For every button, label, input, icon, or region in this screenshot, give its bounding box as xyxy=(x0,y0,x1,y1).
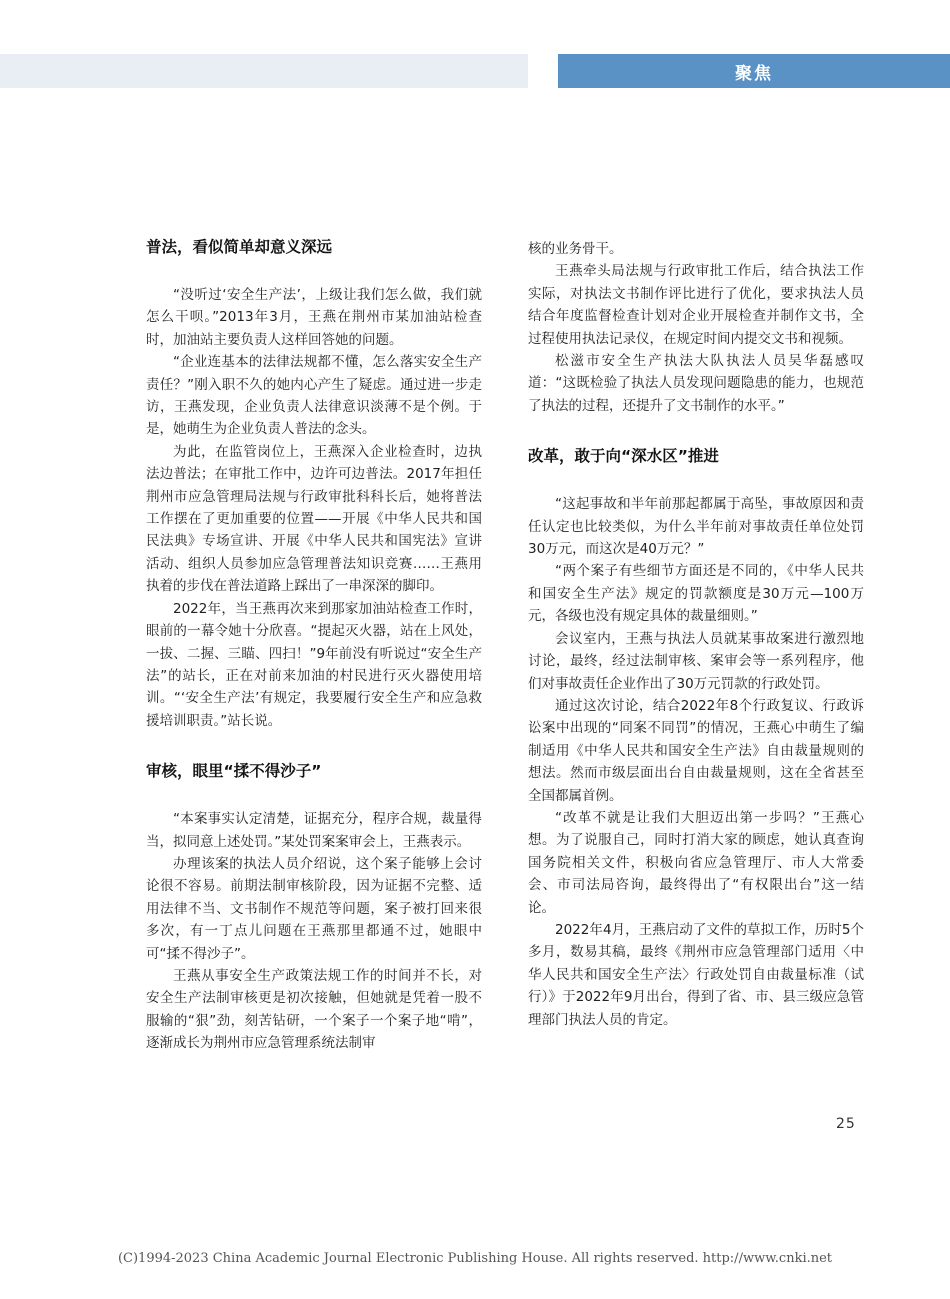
page-number: 25 xyxy=(836,1116,856,1132)
paragraph: 通过这次讨论，结合2022年8个行政复议、行政诉讼案中出现的“同案不同罚”的情况，王燕心中萌生了编制适用《中华人民共和国安全生产法》自由裁量规则的想法。然而市级层面出台自由裁量规则，这在全省甚至全国都属首例。 xyxy=(528,697,864,804)
section-title-shenhe: 审核，眼里“揉不得沙子” xyxy=(146,762,322,781)
header-band-left xyxy=(0,54,528,88)
paragraph: “两个案子有些细节方面还是不同的，《中华人民共和国安全生产法》规定的罚款额度是30万元—100万元，各级也没有规定具体的裁量细则。” xyxy=(528,563,864,625)
paragraph: 王燕从事安全生产政策法规工作的时间并不长，对安全生产法制审核更是初次接触，但她就是凭着一股不服输的“狠”劲，刻苦钻研，一个案子一个案子地“啃”，逐渐成长为荆州市应急管理系统法制审 xyxy=(146,967,482,1052)
paragraph: 松滋市安全生产执法大队执法人员吴华磊感叹道：“这既检验了执法人员发现问题隐患的能力，也规范了执法的过程，还提升了文书制作的水平。” xyxy=(528,353,864,414)
section-title-gaige: 改革，敢于向“深水区”推进 xyxy=(528,447,719,466)
copyright-footer: (C)1994-2023 China Academic Journal Electronic Publishing House. All rights reserved. http://www.cnki.net xyxy=(117,1251,833,1266)
paragraph: “企业连基本的法律法规都不懂，怎么落实安全生产责任？”刚入职不久的她内心产生了疑虑。通过进一步走访，王燕发现，企业负责人法律意识淡薄不是个例。于是，她萌生为企业负责人普法的念头。 xyxy=(146,354,482,438)
paragraph: “本案事实认定清楚，证据充分，程序合规，裁量得当，拟同意上述处罚。”某处罚案案审会上，王燕表示。 xyxy=(146,811,482,850)
left-column xyxy=(146,236,482,1055)
paragraph: 为此，在监管岗位上，王燕深入企业检查时，边执法边普法；在审批工作中，边许可边普法。2017年担任荆州市应急管理局法规与行政审批科科长后，她将普法工作摆在了更加重要的位置——开展《中华人民共和国民法典》专场宣讲、开展《中华人民共和国宪法》宣讲活动、组织人员参加应急管理普法知识竞赛……王燕用执着的步伐在普法道路上踩出了一串深深的脚印。 xyxy=(146,443,482,595)
paragraph: 2022年，当王燕再次来到那家加油站检查工作时，眼前的一幕令她十分欣喜。“提起灭火器，站在上风处，一拔、二握、三瞄、四扫！”9年前没有听说过“安全生产法”的站长，正在对前来加油的村民进行灭火器使用培训。“‘安全生产法’有规定，我要履行安全生产和应急救援培训职责。”站长说。 xyxy=(146,600,482,729)
section-tag-bar xyxy=(558,54,950,88)
paragraph: “这起事故和半年前那起都属于高坠，事故原因和责任认定也比较类似，为什么半年前对事故责任单位处罚30万元，而这次是40万元？” xyxy=(528,496,864,558)
paragraph: 会议室内，王燕与执法人员就某事故案进行激烈地讨论，最终，经过法制审核、案审会等一系列程序，他们对事故责任企业作出了30万元罚款的行政处罚。 xyxy=(528,630,864,692)
paragraph: “改革不就是让我们大胆迈出第一步吗？”王燕心想。为了说服自己，同时打消大家的顾虑，她认真查询国务院相关文件，积极向省应急管理厅、市人大常委会、市司法局咨询，最终得出了“有权限出台”这一结论。 xyxy=(528,809,864,916)
section-title-pufa: 普法，看似简单却意义深远 xyxy=(146,238,333,256)
paragraph: “没听过‘安全生产法’，上级让我们怎么做，我们就怎么干呗。”2013年3月，王燕在荆州市某加油站检查时，加油站主要负责人这样回答她的问题。 xyxy=(146,287,482,348)
paragraph: 办理该案的执法人员介绍说，这个案子能够上会讨论很不容易。前期法制审核阶段，因为证据不完整、适用法律不当、文书制作不规范等问题，案子被打回来很多次，有一丁点儿问题在王燕那里都通不过，她眼中可“揉不得沙子”。 xyxy=(146,855,482,962)
section-tag: 聚焦 xyxy=(735,63,773,84)
paragraph-continuation: 核的业务骨干。 xyxy=(528,241,623,257)
right-column xyxy=(528,238,864,1031)
paragraph: 2022年4月，王燕启动了文件的草拟工作，历时5个多月，数易其稿，最终《荆州市应急管理部门适用〈中华人民共和国安全生产法〉行政处罚自由裁量标准（试行）》于2022年9月出台，得到了省、市、县三级应急管理部门执法人员的肯定。 xyxy=(528,921,864,1028)
paragraph: 王燕牵头局法规与行政审批工作后，结合执法工作实际，对执法文书制作评比进行了优化，要求执法人员结合年度监督检查计划对企业开展检查并制作文书，全过程使用执法记录仪，在规定时间内提交文书和视频。 xyxy=(528,263,864,347)
